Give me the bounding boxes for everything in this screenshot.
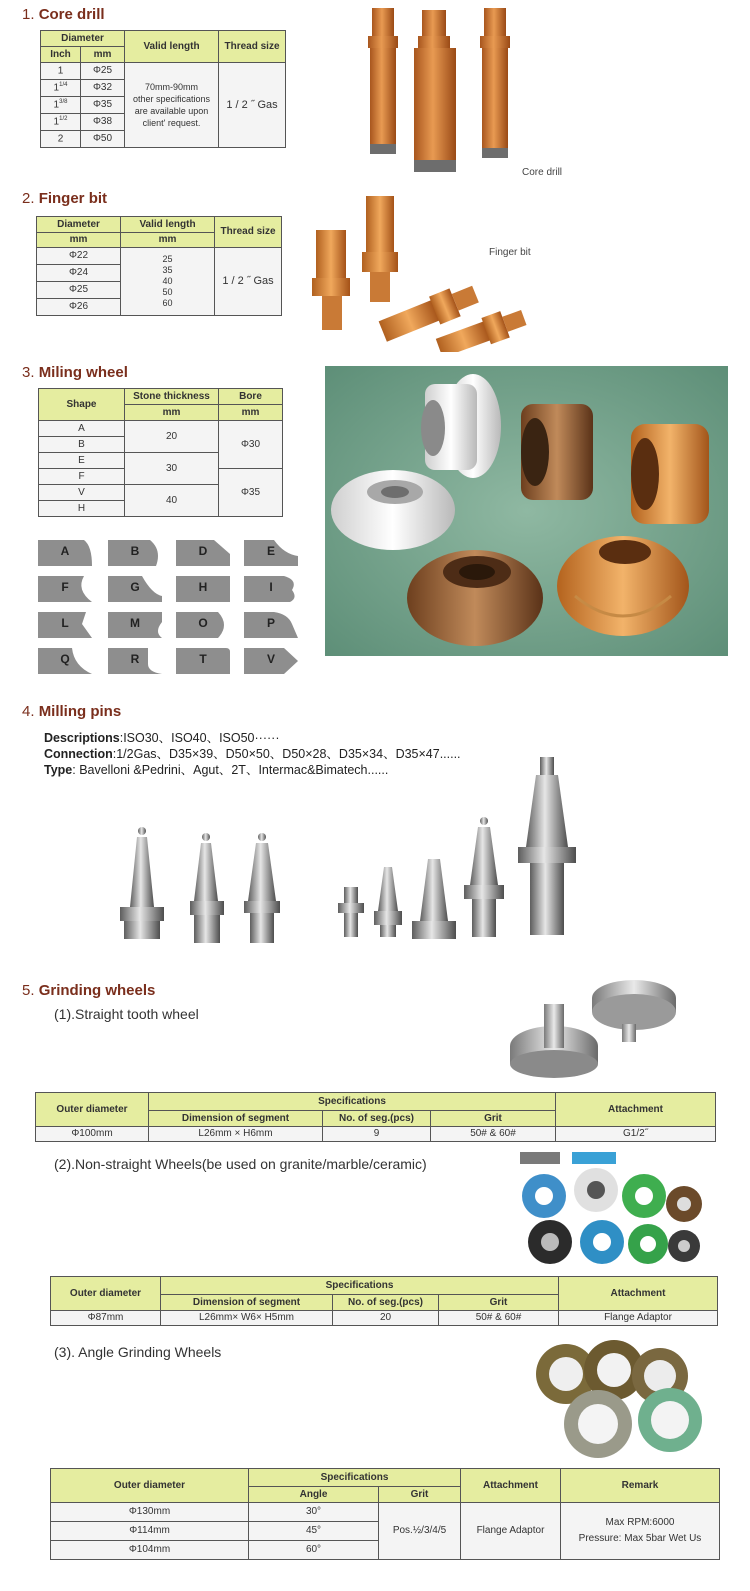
table-row: Φ87mm L26mm× W6× H5mm 20 50# & 60# Flange Adaptor <box>51 1311 718 1326</box>
table-row: 1 Φ25 70mm-90mm other specifications are available upon client' request. 1 / 2 ˝ Gas <box>41 63 286 80</box>
core-drill-table <box>40 30 286 148</box>
type-line: Type: Bavelloni &Pedrini、Agut、2T、Intermac&Bimatech...... <box>44 763 389 777</box>
non-straight-wheels-photo <box>516 1150 702 1268</box>
table-row: A 20 Φ30 <box>39 421 283 437</box>
section-title-finger-bit: 2. Finger bit <box>22 190 108 207</box>
subtitle-non-straight-wheels: (2).Non-straight Wheels(be used on granite/marble/ceramic) <box>54 1156 427 1172</box>
table-row: $1^{3/8}$ Φ35 <box>41 97 286 114</box>
header-diameter: Diameter <box>41 31 125 47</box>
table-row: 2 Φ50 <box>41 131 286 148</box>
header-valid-length: Valid length <box>125 31 219 63</box>
table-row: F Φ35 <box>39 469 283 485</box>
straight-tooth-wheel-table: Outer diameter Specifications Attachment Dimension of segment No. of seg.(pcs) Grit Φ100mm L26mm × H6mm 9 50# & 60# G1/2˝ <box>35 1092 716 1142</box>
angle-grinding-wheels-table: Outer diameter Specifications Attachment Remark Angle Grit Φ130mm 30° Pos.½/3/4/5 Flange Adaptor Max RPM:6000 Pressure: Max 5bar Wet Us Φ114mm 45° Φ104mm 60° <box>50 1468 720 1560</box>
table-row: $1^{1/4}$ Φ32 <box>41 80 286 97</box>
section-title-core-drill: 1. Core drill <box>22 6 105 23</box>
straight-tooth-wheel-photo <box>508 976 678 1080</box>
header-bore: Bore <box>219 389 283 405</box>
header-mm: mm <box>81 47 125 63</box>
angle-grinding-wheels-photo <box>532 1338 712 1466</box>
milling-pins-photo <box>110 755 590 955</box>
table-row: V 40 <box>39 485 283 501</box>
table-row: Φ25 <box>37 282 282 299</box>
header-diameter: Diameter <box>37 217 121 233</box>
miling-wheels-photo <box>325 366 728 656</box>
core-drill-photo <box>358 2 528 180</box>
connection-line: Connection:1/2Gas、D35×39、D50×50、D50×28、D35×34、D35×47...... <box>44 747 461 761</box>
table-row: Φ104mm 60° <box>51 1541 720 1560</box>
table-row: $1^{1/2}$ Φ38 <box>41 114 286 131</box>
table-row: H <box>39 501 283 517</box>
finger-bit-table: Diameter Valid length Thread size mm mm Φ22 25 35 40 50 60 1 / 2 ˝ Gas Φ24 Φ25 Φ26 <box>36 216 282 316</box>
header-valid-length: Valid length <box>121 217 215 233</box>
header-inch: Inch <box>41 47 81 63</box>
core-drill-caption: Core drill <box>522 167 563 178</box>
table-row: Φ100mm L26mm × H6mm 9 50# & 60# G1/2˝ <box>36 1127 716 1142</box>
non-straight-wheels-table: Outer diameter Specifications Attachment Dimension of segment No. of seg.(pcs) Grit Φ87mm L26mm× W6× H5mm 20 50# & 60# Flange Adaptor <box>50 1276 718 1326</box>
table-row: Φ24 <box>37 265 282 282</box>
section-title-miling-wheel: 3. Miling wheel <box>22 364 128 381</box>
table-row: Φ26 <box>37 299 282 316</box>
finger-bit-caption: Finger bit <box>489 247 531 258</box>
section-title-milling-pins: 4. Milling pins <box>22 703 122 720</box>
section-title-grinding-wheels: 5. Grinding wheels <box>22 982 156 999</box>
table-row: Φ130mm 30° Pos.½/3/4/5 Flange Adaptor Max RPM:6000 Pressure: Max 5bar Wet Us <box>51 1503 720 1522</box>
subtitle-straight-tooth-wheel: (1).Straight tooth wheel <box>54 1006 199 1022</box>
table-row: B <box>39 437 283 453</box>
descriptions-line: Descriptions:ISO30、ISO40、ISO50······ <box>44 731 280 745</box>
header-shape: Shape <box>39 389 125 421</box>
header-thread-size: Thread size <box>215 217 282 248</box>
subtitle-angle-grinding-wheels: (3). Angle Grinding Wheels <box>54 1344 222 1360</box>
table-row: E 30 <box>39 453 283 469</box>
miling-wheel-table: Shape Stone thickness Bore mm mm A 20 Φ30 B E 30 F Φ35 V 40 H <box>38 388 283 517</box>
profile-shapes-grid: A B D E F G H I L M O P Q R T V <box>38 540 308 680</box>
table-row: Φ114mm 45° <box>51 1522 720 1541</box>
header-stone-thickness: Stone thickness <box>125 389 219 405</box>
finger-bit-photo <box>308 192 533 352</box>
table-row: Φ22 25 35 40 50 60 1 / 2 ˝ Gas <box>37 248 282 265</box>
header-thread-size: Thread size <box>219 31 286 63</box>
